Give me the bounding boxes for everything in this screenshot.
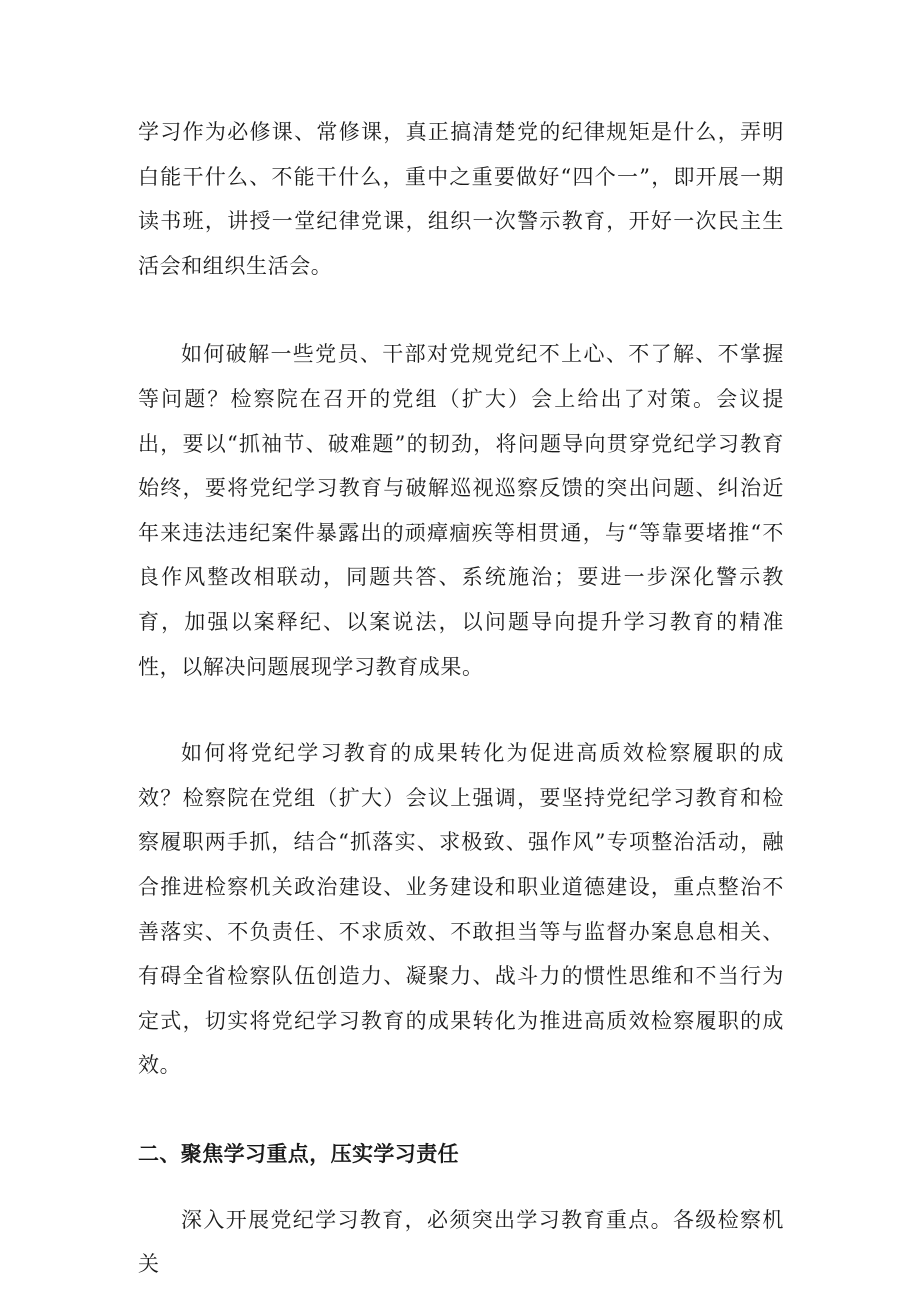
section-heading: 二、聚焦学习重点，压实学习责任 (138, 1141, 459, 1166)
document-body (138, 110, 784, 1287)
paragraph-1: 学习作为必修课、常修课，真正搞清楚党的纪律规矩是什么，弄明白能干什么、不能干什么，重中之重要做好“四个一”，即开展一期读书班，讲授一堂纪律党课，组织一次警示教育，开好一次民主生活会和组织生活会。 (138, 120, 785, 278)
paragraph-4: 深入开展党纪学习教育，必须突出学习教育重点。各级检察机关 (138, 1207, 784, 1277)
paragraph-2: 如何破解一些党员、干部对党规党纪不上心、不了解、不掌握等问题？检察院在召开的党组（扩大）会上给出了对策。会议提出，要以“抓䄂节、破难题”的韧劲，将问题导向贯穿党纪学习教育始终，要将党纪学习教育与破解巡视巡察反馈的突出问题、纠治近年来违法违纪案件暴露出的顽瘴痼疾等相贯通，与“等靠要堵推“不良作风整改相联动，同题共答、系统施治；要进一步深化警示教育，加强以案释纪、以案说法，以问题导向提升学习教育的精准性，以解决问题展现学习教育成果。 (138, 342, 784, 679)
paragraph-3: 如何将党纪学习教育的成果转化为促进高质效检察履职的成效？检察院在党组（扩大）会议上强调，要坚持党纪学习教育和检察履职两手抓，结合“抓落实、求极致、强作风”专项整治活动，融合推进检察机关政治建设、业务建设和职业道德建设，重点整治不善落实、不负责任、不求质效、不敢担当等与监督办案息息相关、有碍全省检察队伍创造力、凝聚力、战斗力的惯性思维和不当行为定式，切实将党纪学习教育的成果转化为推进高质效检察履职的成效。 (138, 741, 784, 1078)
